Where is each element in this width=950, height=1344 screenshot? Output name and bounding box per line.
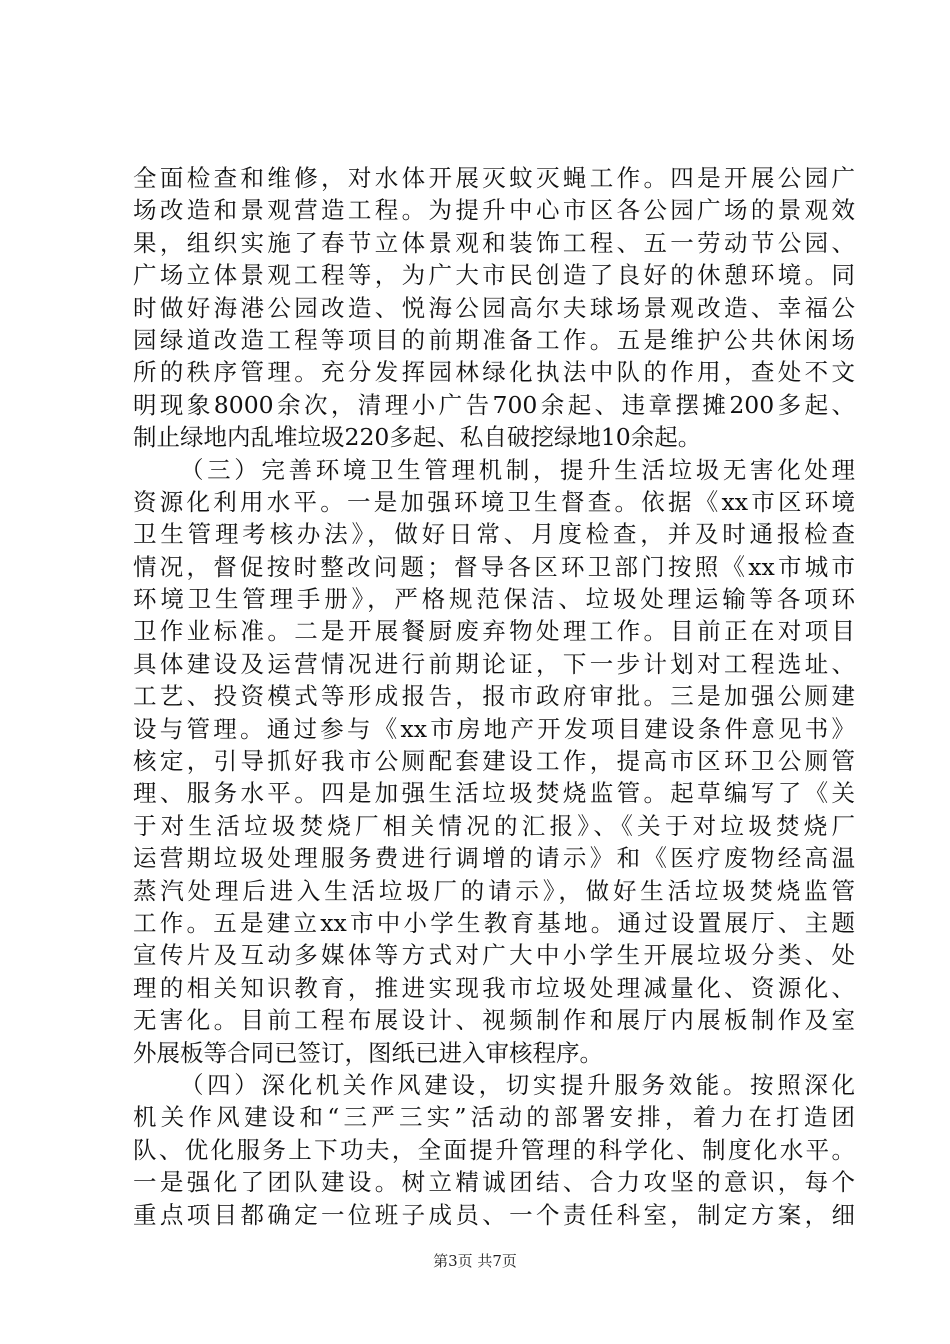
text-line: 重点项目都确定一位班子成员、一个责任科室，制定方案，细 xyxy=(133,1200,855,1229)
text-line: 理、服务水平。四是加强生活垃圾焚烧监管。起草编写了《关 xyxy=(133,779,855,808)
text-line: 时做好海港公园改造、悦海公园高尔夫球场景观改造、幸福公 xyxy=(133,293,855,322)
text-line: 场改造和景观营造工程。为提升中心市区各公园广场的景观效 xyxy=(133,196,855,225)
body-text xyxy=(133,162,855,1231)
paragraph-start-line: （三）完善环境卫生管理机制，提升生活垃圾无害化处理 xyxy=(180,455,855,484)
text-line: 无害化。目前工程布展设计、视频制作和展厅内展板制作及室 xyxy=(133,1006,855,1035)
text-line: 蒸汽处理后进入生活垃圾厂的请示》，做好生活垃圾焚烧监管 xyxy=(133,876,855,905)
text-line: 全面检查和维修，对水体开展灭蚊灭蝇工作。四是开展公园广 xyxy=(133,164,855,192)
text-line: 资源化利用水平。一是加强环境卫生督查。依据《xx市区环境 xyxy=(133,487,855,516)
text-line: 园绿道改造工程等项目的前期准备工作。五是维护公共休闲场 xyxy=(133,325,855,354)
text-line: 具体建设及运营情况进行前期论证，下一步计划对工程选址、 xyxy=(133,649,855,678)
text-line: 情况，督促按时整改问题；督导各区环卫部门按照《xx市城市 xyxy=(133,552,855,581)
text-line: 卫生管理考核办法》，做好日常、月度检查，并及时通报检查 xyxy=(133,520,855,549)
text-line: 所的秩序管理。充分发挥园林绿化执法中队的作用，查处不文 xyxy=(133,358,855,387)
page-number: 第3页 共7页 xyxy=(433,1252,517,1270)
text-line: 广场立体景观工程等，为广大市民创造了良好的休憩环境。同 xyxy=(133,261,855,290)
text-line: 一是强化了团队建设。树立精诚团结、合力攻坚的意识，每个 xyxy=(133,1168,855,1197)
text-line: 宣传片及互动多媒体等方式对广大中小学生开展垃圾分类、处 xyxy=(133,941,855,970)
text-line: 环境卫生管理手册》，严格规范保洁、垃圾处理运输等各项环 xyxy=(133,585,855,614)
text-line: 队、优化服务上下功夫，全面提升管理的科学化、制度化水平。 xyxy=(133,1135,855,1164)
text-line: 理的相关知识教育，推进实现我市垃圾处理减量化、资源化、 xyxy=(133,973,855,1002)
text-line: 明现象8000余次，清理小广告700余起、违章摆摊200多起、 xyxy=(133,390,855,419)
text-line: 机关作风建设和“三严三实”活动的部署安排，着力在打造团 xyxy=(133,1103,855,1132)
text-line: 设与管理。通过参与《xx市房地产开发项目建设条件意见书》 xyxy=(133,714,855,743)
page-footer xyxy=(0,1250,950,1271)
text-line: 运营期垃圾处理服务费进行调增的请示》和《医疗废物经高温 xyxy=(133,844,855,873)
text-line: 核定，引导抓好我市公厕配套建设工作，提高市区环卫公厕管 xyxy=(133,747,855,776)
paragraph-end-line: 制止绿地内乱堆垃圾220多起、私自破挖绿地10余起。 xyxy=(133,423,702,452)
text-line: 果，组织实施了春节立体景观和装饰工程、五一劳动节公园、 xyxy=(133,228,855,257)
text-line: 卫作业标准。二是开展餐厨废弃物处理工作。目前正在对项目 xyxy=(133,617,855,646)
paragraph-start-line: （四）深化机关作风建设，切实提升服务效能。按照深化 xyxy=(180,1070,855,1099)
paragraph-end-line: 外展板等合同已签订，图纸已进入审核程序。 xyxy=(133,1038,603,1067)
text-line: 工艺、投资模式等形成报告，报市政府审批。三是加强公厕建 xyxy=(133,682,855,711)
text-line: 工作。五是建立xx市中小学生教育基地。通过设置展厅、主题 xyxy=(133,908,855,937)
text-line: 于对生活垃圾焚烧厂相关情况的汇报》、《关于对垃圾焚烧厂 xyxy=(133,811,855,840)
